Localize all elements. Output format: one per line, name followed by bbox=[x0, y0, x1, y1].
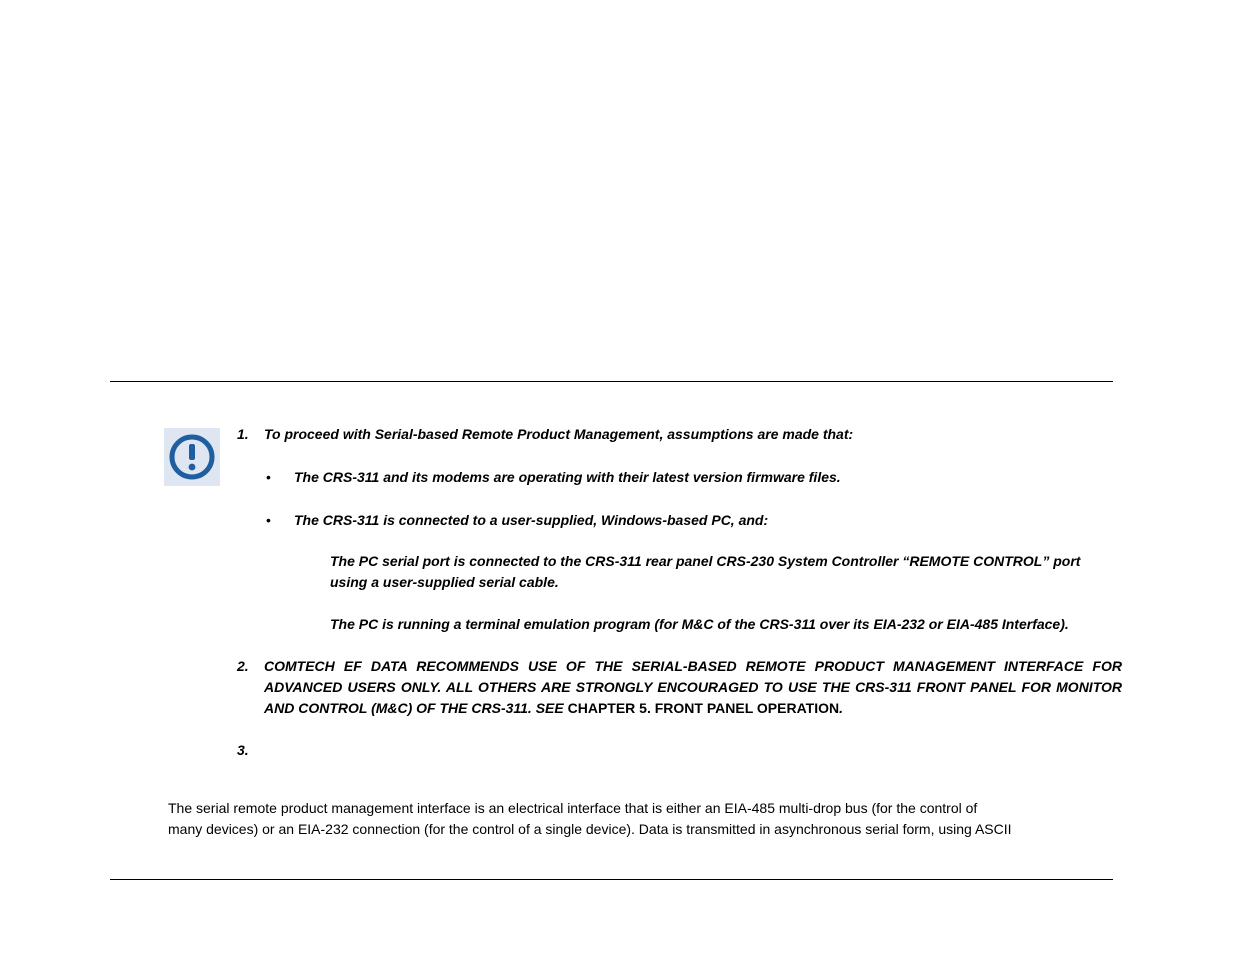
bullet-dot: • bbox=[266, 469, 271, 485]
note-item-2-line-3-end: . bbox=[839, 700, 843, 716]
note-item-1-number: 1. bbox=[237, 426, 249, 442]
note-bullet-2: The CRS-311 is connected to a user-supplied, Windows-based PC, and: bbox=[294, 512, 769, 528]
note-sub-1-line-2: using a user-supplied serial cable. bbox=[330, 574, 559, 590]
note-sub-1-line-1: The PC serial port is connected to the CRS-311 rear panel CRS-230 System Controller “REMOTE CONTROL” port bbox=[330, 553, 1081, 569]
bottom-divider bbox=[110, 879, 1113, 880]
info-exclamation-icon bbox=[164, 428, 220, 486]
chapter-reference: CHAPTER 5. FRONT PANEL OPERATION bbox=[567, 700, 840, 716]
note-item-2-line-3 bbox=[264, 698, 1122, 719]
body-paragraph-line-1: The serial remote product management interface is an electrical interface that is either an EIA-485 multi-drop bus (for the control of bbox=[168, 800, 978, 816]
note-item-2-text bbox=[264, 656, 1122, 719]
note-item-2-line-1: COMTECH EF DATA RECOMMENDS USE OF THE SERIAL-BASED REMOTE PRODUCT MANAGEMENT INTERFACE FOR bbox=[264, 658, 1122, 674]
note-item-3-number: 3. bbox=[237, 742, 249, 758]
note-item-1-text: To proceed with Serial-based Remote Product Management, assumptions are made that: bbox=[264, 426, 854, 442]
note-bullet-1: The CRS-311 and its modems are operating with their latest version firmware files. bbox=[294, 469, 841, 485]
top-divider bbox=[110, 381, 1113, 382]
note-item-2-line-2: ADVANCED USERS ONLY. ALL OTHERS ARE STRONGLY ENCOURAGED TO USE THE CRS-311 FRONT PANEL FOR MONITOR bbox=[264, 679, 1122, 695]
body-paragraph-line-2: many devices) or an EIA-232 connection (for the control of a single device). Data is transmitted in asynchronous serial form, using ASCII bbox=[168, 821, 1012, 837]
note-sub-2-line-1: The PC is running a terminal emulation program (for M&C of the CRS-311 over its EIA-232 or EIA-485 Interface). bbox=[330, 616, 1069, 632]
note-item-2-line-3-italic: AND CONTROL (M&C) OF THE CRS-311. SEE bbox=[264, 700, 564, 716]
note-item-2-number: 2. bbox=[237, 658, 249, 674]
bullet-dot: • bbox=[266, 512, 271, 528]
